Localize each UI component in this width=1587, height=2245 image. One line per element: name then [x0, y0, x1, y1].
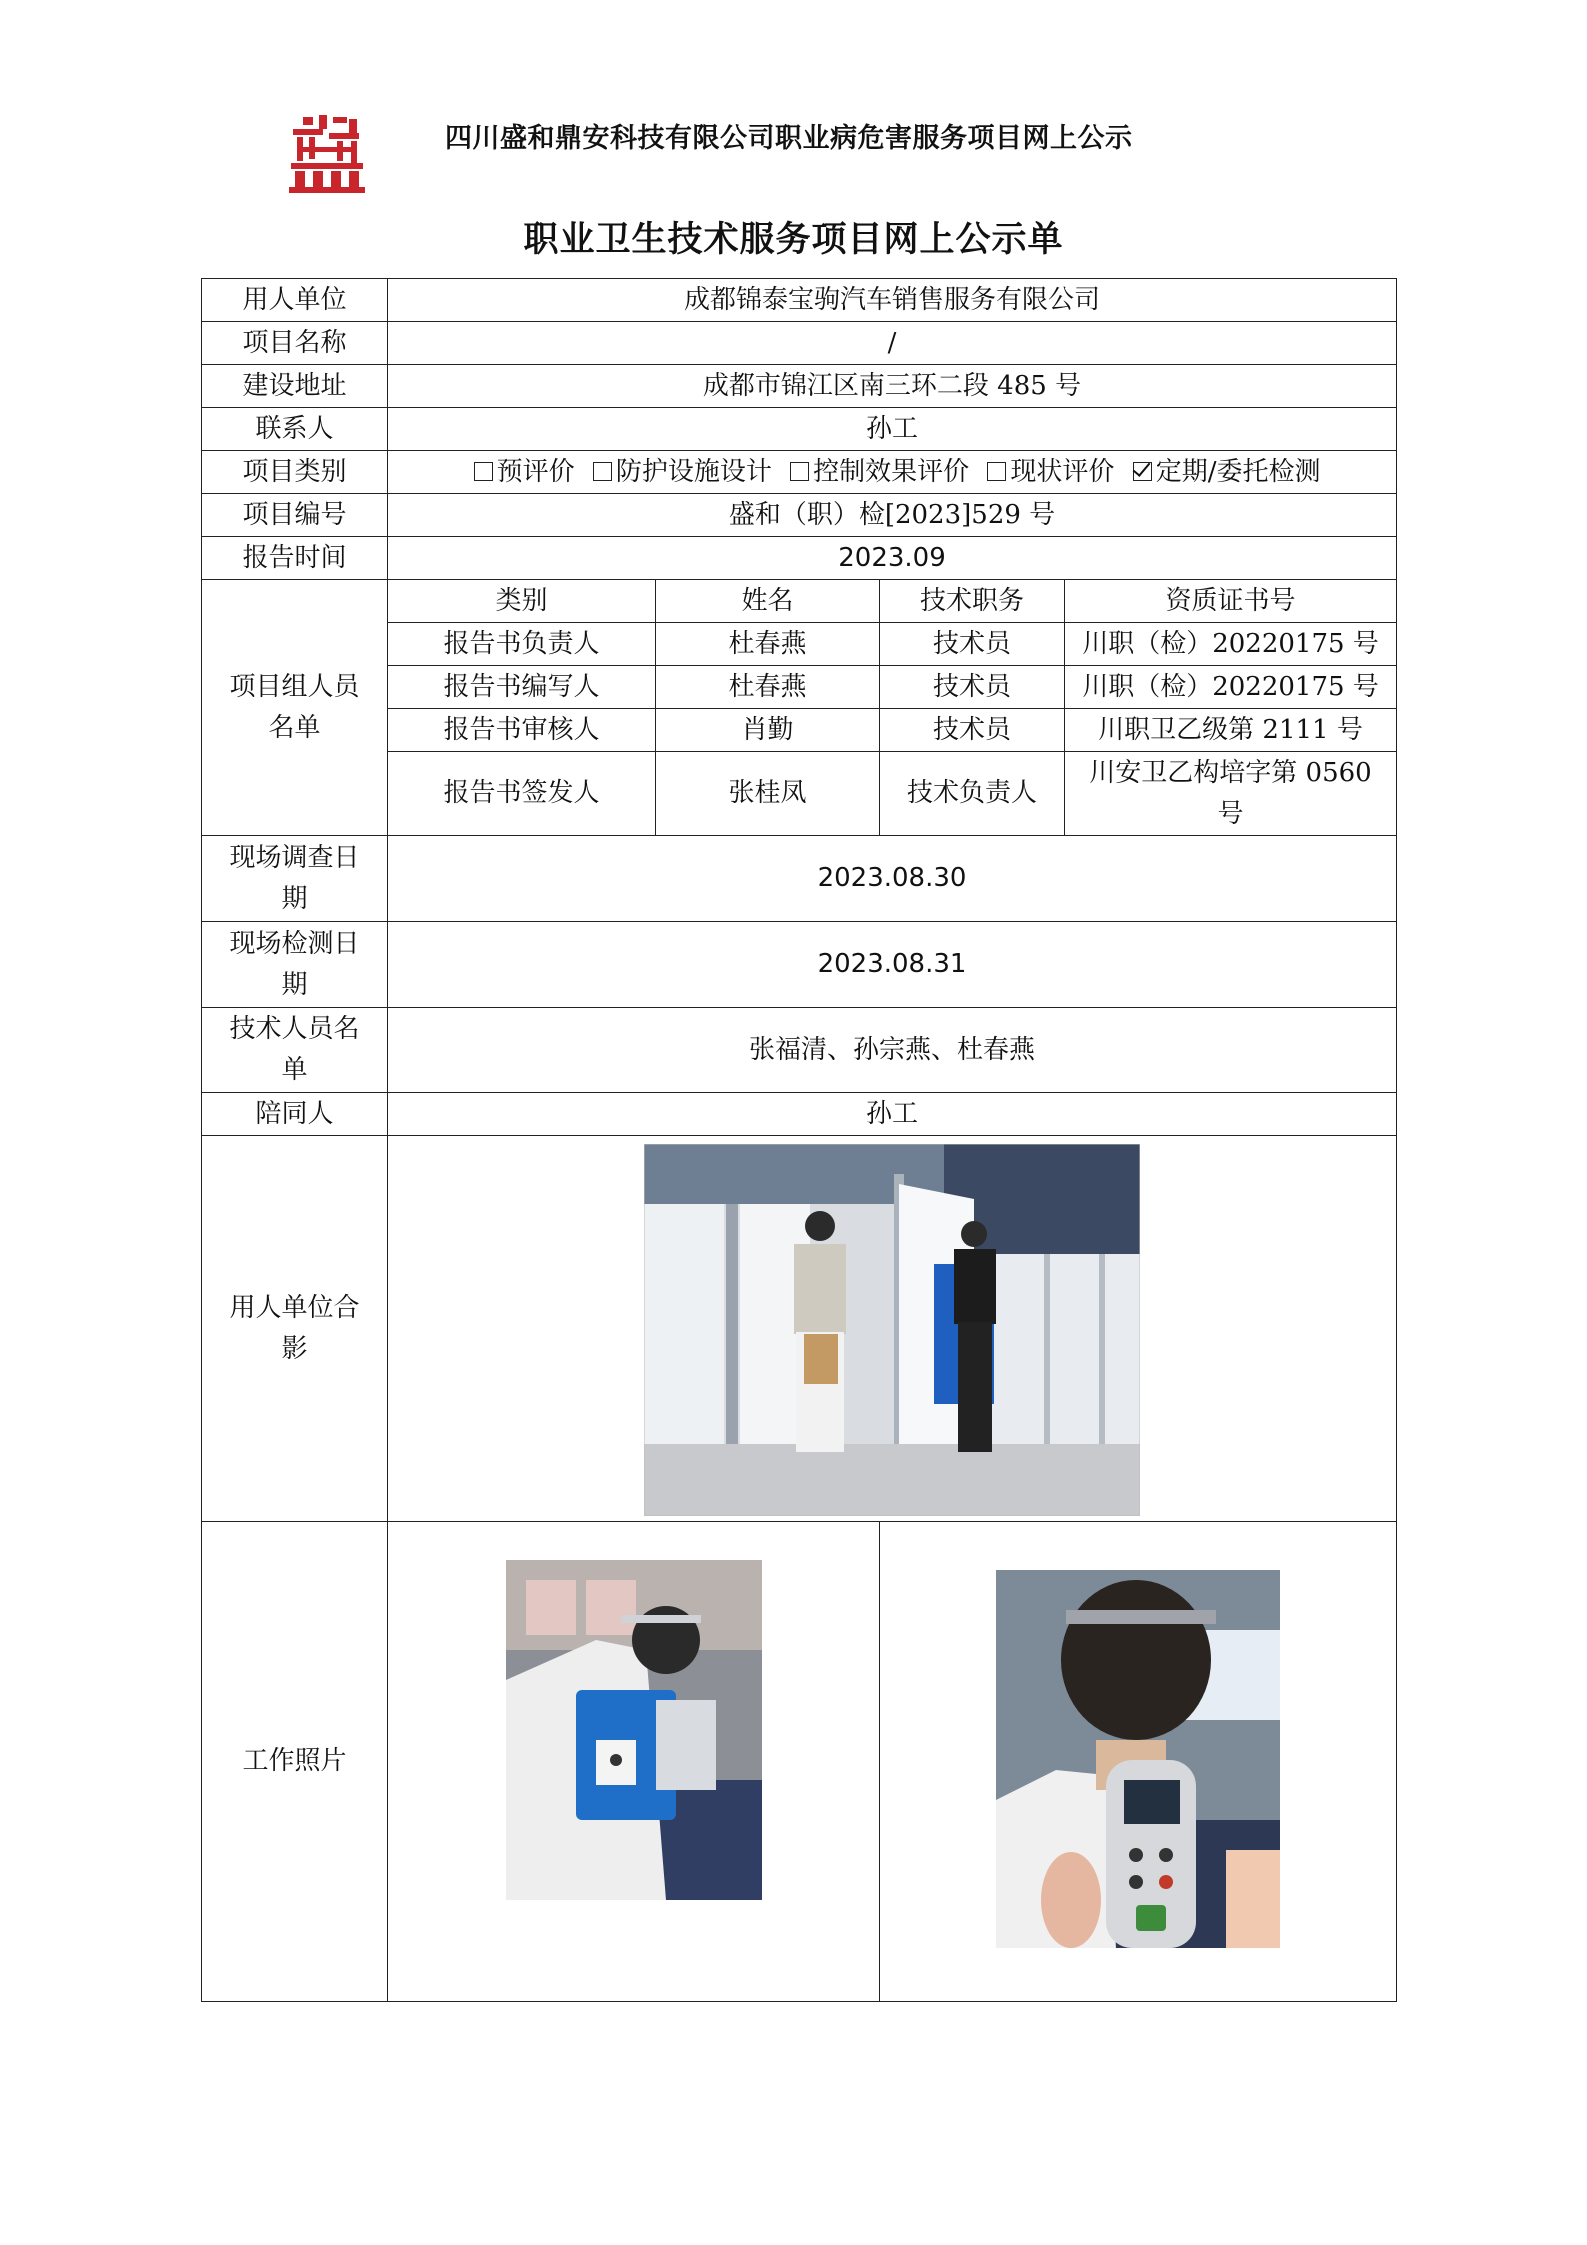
contact-label: 联系人 — [202, 408, 388, 451]
category-label: 项目类别 — [202, 451, 388, 494]
option-status-eval: 现状评价 — [1010, 456, 1115, 487]
category-options — [388, 451, 1397, 494]
group-photo-cell — [388, 1136, 1397, 1522]
option-control-eval: 控制效果评价 — [813, 456, 970, 487]
row-escort — [202, 1093, 1397, 1136]
row-address — [202, 365, 1397, 408]
team-header-title: 技术职务 — [880, 580, 1065, 623]
work-photo-sampler — [506, 1560, 762, 1900]
member-title: 技术员 — [880, 623, 1065, 666]
row-project-no — [202, 494, 1397, 537]
member-cert: 川职（检）20220175 号 — [1065, 623, 1397, 666]
project-name-value: / — [388, 322, 1397, 365]
group-photo-label: 用人单位合影 — [202, 1136, 388, 1522]
member-role: 报告书编写人 — [388, 666, 656, 709]
row-contact — [202, 408, 1397, 451]
project-name-label: 项目名称 — [202, 322, 388, 365]
escort-value: 孙工 — [388, 1093, 1397, 1136]
row-category — [202, 451, 1397, 494]
team-header-row — [202, 580, 1397, 623]
member-role: 报告书签发人 — [388, 752, 656, 836]
work-photos-label: 工作照片 — [202, 1522, 388, 2002]
checkbox-pre-eval[interactable] — [474, 462, 493, 481]
project-no-value: 盛和（职）检[2023]529 号 — [388, 494, 1397, 537]
member-role: 报告书审核人 — [388, 709, 656, 752]
checkbox-control-eval[interactable] — [790, 462, 809, 481]
row-group-photo — [202, 1136, 1397, 1522]
escort-label: 陪同人 — [202, 1093, 388, 1136]
testing-date-label: 现场检测日期 — [202, 922, 388, 1008]
row-project-name — [202, 322, 1397, 365]
address-label: 建设地址 — [202, 365, 388, 408]
employer-label: 用人单位 — [202, 279, 388, 322]
checkbox-status-eval[interactable] — [987, 462, 1006, 481]
team-header-cert: 资质证书号 — [1065, 580, 1397, 623]
survey-date-label: 现场调查日期 — [202, 836, 388, 922]
technicians-label: 技术人员名单 — [202, 1008, 388, 1093]
row-survey-date — [202, 836, 1397, 922]
work-photo-sound-meter — [996, 1570, 1280, 1948]
row-work-photos — [202, 1522, 1397, 2002]
contact-value: 孙工 — [388, 408, 1397, 451]
employer-value: 成都锦泰宝驹汽车销售服务有限公司 — [388, 279, 1397, 322]
member-cert: 川职（检）20220175 号 — [1065, 666, 1397, 709]
company-logo — [289, 115, 365, 193]
member-cert: 川安卫乙构培字第 0560 号 — [1065, 752, 1397, 836]
option-protection-design: 防护设施设计 — [615, 456, 772, 487]
row-testing-date — [202, 922, 1397, 1008]
document-title: 职业卫生技术服务项目网上公示单 — [523, 219, 1064, 260]
testing-date-value: 2023.08.31 — [388, 922, 1397, 1008]
address-value: 成都市锦江区南三环二段 485 号 — [388, 365, 1397, 408]
member-name: 杜春燕 — [656, 666, 880, 709]
technicians-value: 张福清、孙宗燕、杜春燕 — [388, 1008, 1397, 1093]
company-header: 四川盛和鼎安科技有限公司职业病危害服务项目网上公示 — [445, 123, 1133, 154]
team-header-category: 类别 — [388, 580, 656, 623]
member-name: 肖勤 — [656, 709, 880, 752]
team-header-name: 姓名 — [656, 580, 880, 623]
work-photo-cell-1 — [388, 1522, 880, 2002]
member-title: 技术员 — [880, 666, 1065, 709]
report-time-label: 报告时间 — [202, 537, 388, 580]
survey-date-value: 2023.08.30 — [388, 836, 1397, 922]
team-label: 项目组人员名单 — [202, 580, 388, 836]
group-photo — [644, 1144, 1140, 1516]
work-photo-cell-2 — [880, 1522, 1397, 2002]
member-name: 杜春燕 — [656, 623, 880, 666]
member-title: 技术员 — [880, 709, 1065, 752]
checkbox-protection-design[interactable] — [593, 462, 612, 481]
member-role: 报告书负责人 — [388, 623, 656, 666]
member-cert: 川职卫乙级第 2111 号 — [1065, 709, 1397, 752]
checkbox-periodic-testing[interactable] — [1133, 462, 1152, 481]
disclosure-table — [201, 278, 1397, 2002]
member-name: 张桂凤 — [656, 752, 880, 836]
option-periodic-testing: 定期/委托检测 — [1155, 456, 1321, 487]
row-employer — [202, 279, 1397, 322]
member-title: 技术负责人 — [880, 752, 1065, 836]
option-pre-eval: 预评价 — [496, 456, 575, 487]
row-report-time — [202, 537, 1397, 580]
report-time-value: 2023.09 — [388, 537, 1397, 580]
project-no-label: 项目编号 — [202, 494, 388, 537]
row-technicians — [202, 1008, 1397, 1093]
